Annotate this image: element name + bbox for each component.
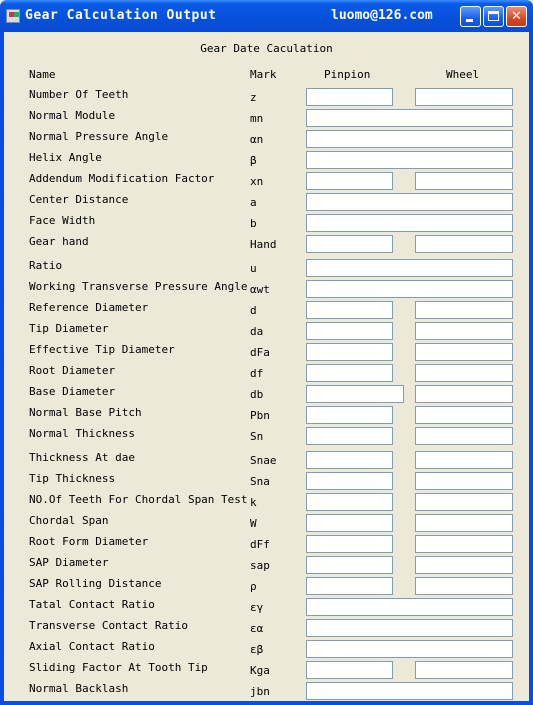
table-row xyxy=(4,151,529,171)
value-field[interactable] xyxy=(306,682,513,700)
table-row xyxy=(4,535,529,555)
wheel-field[interactable] xyxy=(415,493,513,511)
row-name-label: Number Of Teeth xyxy=(29,88,129,101)
row-name-label: Working Transverse Pressure Angle xyxy=(29,280,248,293)
table-row xyxy=(4,427,529,447)
row-mark-label: Sna xyxy=(250,475,270,488)
pinion-field[interactable] xyxy=(306,535,393,553)
form-heading: Gear Date Caculation xyxy=(200,42,333,55)
row-name-label: Tatal Contact Ratio xyxy=(29,598,155,611)
value-field[interactable] xyxy=(306,151,513,169)
table-row xyxy=(4,514,529,534)
wheel-field[interactable] xyxy=(415,172,513,190)
table-row xyxy=(4,619,529,639)
row-mark-label: εβ xyxy=(250,643,264,656)
row-mark-label: Hand xyxy=(250,238,277,251)
row-mark-label: k xyxy=(250,496,257,509)
wheel-field[interactable] xyxy=(415,88,513,106)
row-mark-label: Kga xyxy=(250,664,270,677)
row-name-label: NO.Of Teeth For Chordal Span Test xyxy=(29,493,248,506)
row-mark-label: dFa xyxy=(250,346,270,359)
pinion-field[interactable] xyxy=(306,322,393,340)
pinion-field[interactable] xyxy=(306,406,393,424)
row-mark-label: z xyxy=(250,91,257,104)
table-row xyxy=(4,385,529,405)
row-mark-label: jbn xyxy=(250,685,270,698)
wheel-field[interactable] xyxy=(415,472,513,490)
table-row xyxy=(4,661,529,681)
row-name-label: Thickness At dae xyxy=(29,451,135,464)
value-field[interactable] xyxy=(306,109,513,127)
table-row xyxy=(4,130,529,150)
table-row xyxy=(4,556,529,576)
table-row xyxy=(4,259,529,279)
table-row xyxy=(4,640,529,660)
row-mark-label: Sn xyxy=(250,430,264,443)
wheel-field[interactable] xyxy=(415,406,513,424)
row-mark-label: W xyxy=(250,517,257,530)
wheel-field[interactable] xyxy=(415,364,513,382)
table-row xyxy=(4,193,529,213)
row-name-label: Face Width xyxy=(29,214,96,227)
row-mark-label: αn xyxy=(250,133,264,146)
close-button[interactable] xyxy=(506,6,527,27)
wheel-field[interactable] xyxy=(415,577,513,595)
row-name-label: Base Diameter xyxy=(29,385,116,398)
table-row xyxy=(4,682,529,702)
value-field[interactable] xyxy=(306,640,513,658)
row-mark-label: a xyxy=(250,196,257,209)
row-name-label: Normal Pressure Angle xyxy=(29,130,169,143)
pinion-field[interactable] xyxy=(306,301,393,319)
pinion-field[interactable] xyxy=(306,172,393,190)
wheel-field[interactable] xyxy=(415,343,513,361)
table-row xyxy=(4,280,529,300)
pinion-field[interactable] xyxy=(306,493,393,511)
row-name-label: Transverse Contact Ratio xyxy=(29,619,188,632)
row-name-label: Center Distance xyxy=(29,193,129,206)
pinion-field[interactable] xyxy=(306,427,393,445)
row-name-label: Axial Contact Ratio xyxy=(29,640,155,653)
row-name-label: Addendum Modification Factor xyxy=(29,172,215,185)
row-mark-label: εα xyxy=(250,622,264,635)
row-name-label: Helix Angle xyxy=(29,151,102,164)
close-icon: ✕ xyxy=(511,9,522,24)
value-field[interactable] xyxy=(306,280,513,298)
row-name-label: Normal Base Pitch xyxy=(29,406,142,419)
wheel-field[interactable] xyxy=(415,385,513,403)
row-name-label: SAP Rolling Distance xyxy=(29,577,162,590)
pinion-field[interactable] xyxy=(306,661,393,679)
pinion-field[interactable] xyxy=(306,472,393,490)
pinion-field[interactable] xyxy=(306,514,393,532)
wheel-field[interactable] xyxy=(415,235,513,253)
row-name-label: Ratio xyxy=(29,259,63,272)
table-row xyxy=(4,406,529,426)
table-row xyxy=(4,109,529,129)
row-name-label: Sliding Factor At Tooth Tip xyxy=(29,661,208,674)
row-mark-label: Pbn xyxy=(250,409,270,422)
row-mark-label: αwt xyxy=(250,283,270,296)
wheel-field[interactable] xyxy=(415,322,513,340)
row-mark-label: mn xyxy=(250,112,264,125)
title-email: luomo@126.com xyxy=(331,8,433,23)
table-row xyxy=(4,322,529,342)
row-name-label: Effective Tip Diameter xyxy=(29,343,175,356)
row-name-label: Normal Thickness xyxy=(29,427,135,440)
pinion-field[interactable] xyxy=(306,577,393,595)
title-bar[interactable] xyxy=(0,0,533,32)
table-row xyxy=(4,451,529,471)
table-row xyxy=(4,172,529,192)
column-header-name: Name xyxy=(29,68,56,81)
column-header-pinion: Pinpion xyxy=(324,68,371,81)
row-name-label: Gear hand xyxy=(29,235,89,248)
row-name-label: Root Diameter xyxy=(29,364,116,377)
value-field[interactable] xyxy=(306,619,513,637)
pinion-field[interactable] xyxy=(306,451,393,469)
row-name-label: Normal Module xyxy=(29,109,116,122)
value-field[interactable] xyxy=(306,193,513,211)
wheel-field[interactable] xyxy=(415,427,513,445)
row-name-label: Chordal Span xyxy=(29,514,109,527)
row-mark-label: ρ xyxy=(250,580,257,593)
row-mark-label: εγ xyxy=(250,601,264,614)
table-row xyxy=(4,301,529,321)
row-mark-label: u xyxy=(250,262,257,275)
table-row xyxy=(4,472,529,492)
value-field[interactable] xyxy=(306,259,513,277)
row-mark-label: xn xyxy=(250,175,264,188)
wheel-field[interactable] xyxy=(415,535,513,553)
row-name-label: Reference Diameter xyxy=(29,301,149,314)
wheel-field[interactable] xyxy=(415,514,513,532)
pinion-field[interactable] xyxy=(306,343,393,361)
row-name-label: Normal Backlash xyxy=(29,682,129,695)
row-mark-label: Snae xyxy=(250,454,277,467)
table-row xyxy=(4,343,529,363)
wheel-field[interactable] xyxy=(415,556,513,574)
table-row xyxy=(4,214,529,234)
row-name-label: Tip Thickness xyxy=(29,472,116,485)
column-header-wheel: Wheel xyxy=(446,68,480,81)
wheel-field[interactable] xyxy=(415,301,513,319)
pinion-field[interactable] xyxy=(306,235,393,253)
window-title: Gear Calculation Output xyxy=(25,8,217,23)
row-mark-label: β xyxy=(250,154,257,167)
wheel-field[interactable] xyxy=(415,661,513,679)
row-mark-label: dFf xyxy=(250,538,270,551)
value-field[interactable] xyxy=(306,214,513,232)
pinion-field[interactable] xyxy=(306,385,404,403)
table-row xyxy=(4,235,529,255)
pinion-field[interactable] xyxy=(306,364,393,382)
maximize-button[interactable] xyxy=(483,6,504,27)
table-row xyxy=(4,88,529,108)
minimize-button[interactable] xyxy=(460,6,481,27)
pinion-field[interactable] xyxy=(306,88,393,106)
form-area xyxy=(4,32,529,701)
row-mark-label: sap xyxy=(250,559,270,572)
column-header-mark: Mark xyxy=(250,68,277,81)
table-row xyxy=(4,364,529,384)
row-name-label: Tip Diameter xyxy=(29,322,109,335)
row-mark-label: db xyxy=(250,388,264,401)
row-mark-label: df xyxy=(250,367,264,380)
value-field[interactable] xyxy=(306,598,513,616)
row-mark-label: da xyxy=(250,325,264,338)
row-name-label: SAP Diameter xyxy=(29,556,109,569)
app-icon xyxy=(6,9,20,23)
table-row xyxy=(4,493,529,513)
row-mark-label: b xyxy=(250,217,257,230)
row-mark-label: d xyxy=(250,304,257,317)
wheel-field[interactable] xyxy=(415,451,513,469)
table-row xyxy=(4,598,529,618)
value-field[interactable] xyxy=(306,130,513,148)
row-name-label: Root Form Diameter xyxy=(29,535,149,548)
pinion-field[interactable] xyxy=(306,556,393,574)
table-row xyxy=(4,577,529,597)
